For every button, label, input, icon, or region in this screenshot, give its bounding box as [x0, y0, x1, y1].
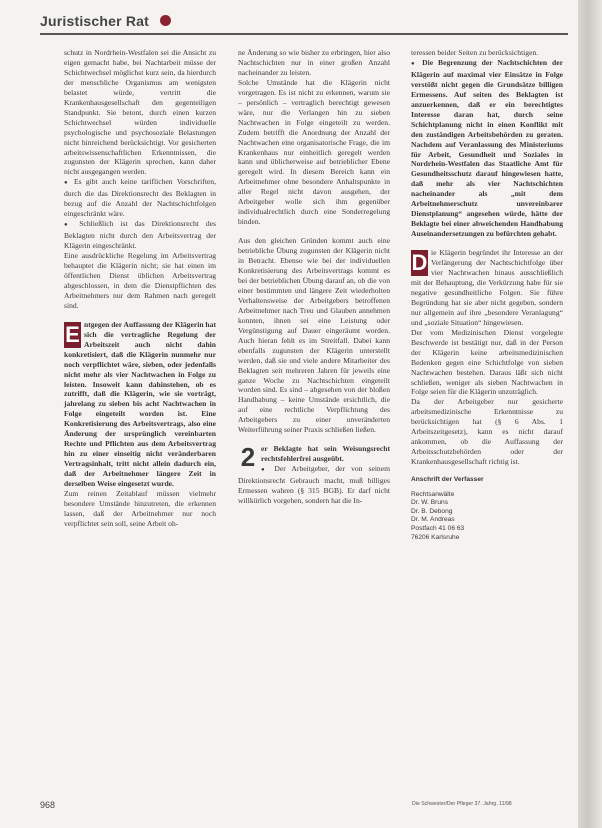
section-number-2: 2	[240, 442, 256, 473]
address-line: Dr. B. Debong	[411, 507, 453, 515]
paragraph-text: ie Klägerin begründet ihr Interesse an der Verlängerung der Nachtschichtfolge über vier Nachtwachen hinaus ausschließlich mit der Behauptung, die Verkürzung habe für sie negative gesundheitliche Folgen. Sie führe Begründung hat sie aber nicht gegeben, sondern nur allgemein auf ihre „besondere Veranlagung“ und „soziale Situation“ hingewiesen.	[411, 248, 563, 327]
paragraph: Solche Umstände hat die Klägerin nicht vorgetragen. Es ist nicht zu erkennen, warum sie – persönlich – vertraglich berechtigt gewesen wäre, nur die Verlangen hin zu sieben Nachtwachen in Folge eingeteilt zu werden. Zudem betrifft die Anordnung der Anzahl der Nachtwachen eine organisatorische Frage, die im Krankenhaus nur einheitlich geregelt werden kann und üblicherweise auf betrieblicher Ebene geregelt wird. In diesem Bereich kann ein Arbeitnehmer ohne besondere Anhaltspunkte in aller Regel nicht davon ausgehen, der Arbeitgeber wolle sich ihm gegenüber individualrechtlich durch eine Sonderregelung binden.	[238, 77, 390, 227]
address-heading: Anschrift der Verfasser	[411, 476, 484, 484]
text-column-2	[238, 48, 390, 506]
address-line: Dr. W. Bruns	[411, 499, 449, 507]
author-address	[411, 476, 563, 542]
address-line: 76206 Karlsruhe	[411, 533, 460, 541]
section-marker-dot	[160, 15, 171, 26]
bullet-paragraph: ● Der Arbeitgeber, der von seinem Direktionsrecht Gebrauch macht, muß billiges Ermessen wahren (§ 315 BGB). Er darf nicht willkürlich vorgehen, sondern hat die In-	[238, 464, 390, 506]
paragraph: Zum reinen Zeitablauf müssen vielmehr besondere Umstände hinzutreten, die erkennen lassen, daß der Arbeitnehmer nur noch verpflichtet sein soll, seine Arbeit oh-	[64, 488, 216, 528]
bullet-paragraph: ● Es gibt auch keine tariflichen Vorschriften, durch die das Direktionsrecht des Beklagten in bezug auf die Anzahl der Nachtschichtfolgen eingeschränkt wäre.	[64, 177, 216, 219]
dropcap-E: E	[65, 321, 80, 347]
page-number: 968	[40, 800, 56, 810]
address-line: Rechtsanwälte	[411, 490, 455, 498]
page-edge-shadow	[578, 0, 602, 828]
text-column-1	[64, 48, 216, 529]
address-line: Postfach 41 06 63	[411, 525, 465, 533]
paragraph: schutz in Nordrhein-Westfalen sei die Ansicht zu eigen gemacht habe, bei Nachtarbeit müsse der Schichtwechsel möglichst kurz sein, da hierdurch der menschliche Organismus am wenigsten belastet würde, vertritt die Krankenhausgesellschaft den gegenteiligen Standpunkt. Sie betont, durch einen kurzen Schichtwechsel würden individuelle psychologische und psychosoziale Belastungen nicht hinreichend berücksichtigt. Vor gesicherten arbeitswissenschaftlichen Erkenntnissen, die zugunsten der Klägerin sprechen, kann daher nicht ausgegangen werden.	[64, 48, 216, 177]
page-header	[40, 11, 560, 37]
section-title: Juristischer Rat	[40, 13, 150, 29]
paragraph-with-number	[238, 442, 390, 473]
paragraph: teressen beider Seiten zu berücksichtigen.	[411, 48, 539, 57]
address-line: Dr. M. Andreas	[411, 516, 455, 524]
paragraph-text: ntgegen der Auffassung der Klägerin hat sich die vertragliche Regelung der Arbeitszeit auch nicht dahin konkretisiert, daß die Klägerin nunmehr nur noch verpflichtet wäre, sieben, oder jedenfalls nicht mehr als vier Nachtwachen in Folge zu leisten. Insoweit kann dahinstehen, ob es zutrifft, daß die Klägerin, wie sie vorträgt, jahrelang zu sieben bis acht Nachtwachen in Folge eingeteilt worden ist. Eine Konkretisierung des Arbeitsvertrags, also eine Änderung der ursprünglich vereinbarten Rechte und Pflichten aus dem Arbeitsvertrag hin zu einer einseitig nicht veränderbaren Vertragsinhalt, tritt nicht allein dadurch ein, daß der Arbeitnehmer längere Zeit in derselben Weise eingesetzt wurde.	[64, 319, 216, 489]
paragraph-with-dropcap	[64, 320, 216, 489]
bullet-paragraph: ● Die Begrenzung der Nachtschichten der Klägerin auf maximal vier Einsätze in Folge verstößt nicht gegen die Grundsätze billigen Ermessens. Auf seiten des Beklagten ist anzuerkennen, daß er ein berechtigtes Interesse daran hat, durch seine Schichtplanung nicht in einen Konflikt mit den zuständigen Arbeitsbehörden zu geraten. Nachdem auf Veranlassung des Ministeriums für Arbeit, Gesundheit und Soziales in Nordrhein-Westfalen das Staatliche Amt für Gesundheitsschutz darauf hingewiesen hatte, daß mehr als vier Nachtschichten nacheinander als „mit dem Arbeitnehmerschutz unvereinbarer Dienstplanung“ angesehen würde, hätte der Beklagte bei einer abweichenden Handhabung Auseinandersetzungen zu befürchten gehabt.	[411, 58, 563, 239]
paragraph: Da der Arbeitgeber nur gesicherte arbeitsmedizinische Erkenntnisse zu berücksichtigen hat (§ 6 Abs. 1 Arbeitszeitgesetz), kann es nicht darauf ankommen, ob die Auffassung der Arbeitsschutzbehörden oder der Krankenhausgesellschaft richtig ist.	[411, 397, 563, 467]
text-column-3	[411, 48, 563, 542]
paragraph: Aus den gleichen Gründen kommt auch eine betriebliche Übung zugunsten der Klägerin nicht in Betracht. Ebenso wie bei der individuellen Konkretisierung des Arbeitsvertrags kommt es bei der betrieblichen Übung darauf an, ob die von einer bestimmten und längere Zeit wiederholten Verhaltensweise der Arbeitgebers betroffenen Arbeitnehmer nach Treu und Glauben annehmen konnten, ihnen sei eine Leistung oder Vergünstigung auf Dauer eingeräumt worden. Auch hieran fehlt es im Streitfall. Dabei kann ebenfalls zugunsten der Klägerin unterstellt werden, daß sie und viele andere Mitarbeiter des Beklagten seit mehreren Jahren für jeweils eine ganze Woche zu Nachtschichten eingeteilt worden sind. Es sind – abgesehen von der bloßen Handhabung – keine Umstände ersichtlich, die auf eine rechtliche Verpflichtung des Arbeitgebers zu einer unveränderten Weiterführung seiner Praxis schließen ließen.	[238, 236, 390, 435]
paragraph: ne Änderung so wie bisher zu erbringen, hier also Nachtschichten nur in einer großen Anzahl nacheinander zu leisten.	[238, 48, 390, 77]
journal-citation: Die Schwester/Der Pfleger 37. Jahrg. 11/98	[412, 801, 512, 807]
bullet-paragraph: ● Schließlich ist das Direktionsrecht des Beklagten nicht durch den Arbeitsvertrag der Klägerin eingeschränkt.	[64, 219, 216, 251]
paragraph-with-dropcap	[411, 248, 563, 328]
paragraph: Der vom Medizinischen Dienst vorgelegte Beschwerde ist bestätigt nur, daß in der Person der Klägerin keine arbeitsmedizinischen Bedenken gegen eine Schichtfolge von sieben Nachtwachen bestehen. Daraus läßt sich nicht schließen, weniger als sieben Nachtwachen in Folge seien für die Klägerin unzuträglich.	[411, 327, 563, 397]
paragraph-text: er Beklagte hat sein Weisungsrecht rechtsfehlerfrei ausgeübt.	[261, 444, 390, 464]
dropcap-D: D	[411, 250, 428, 276]
paragraph: Eine ausdrückliche Regelung im Arbeitsvertrag behauptet die Klägerin nicht; sie hat einen im öffentlichen Dienst üblichen Arbeitsvertrag abgeschlossen, in dem die Dienstpflichten des Arbeitnehmers nur dem Rahmen nach geregelt sind.	[64, 251, 216, 310]
header-rule	[40, 33, 568, 35]
